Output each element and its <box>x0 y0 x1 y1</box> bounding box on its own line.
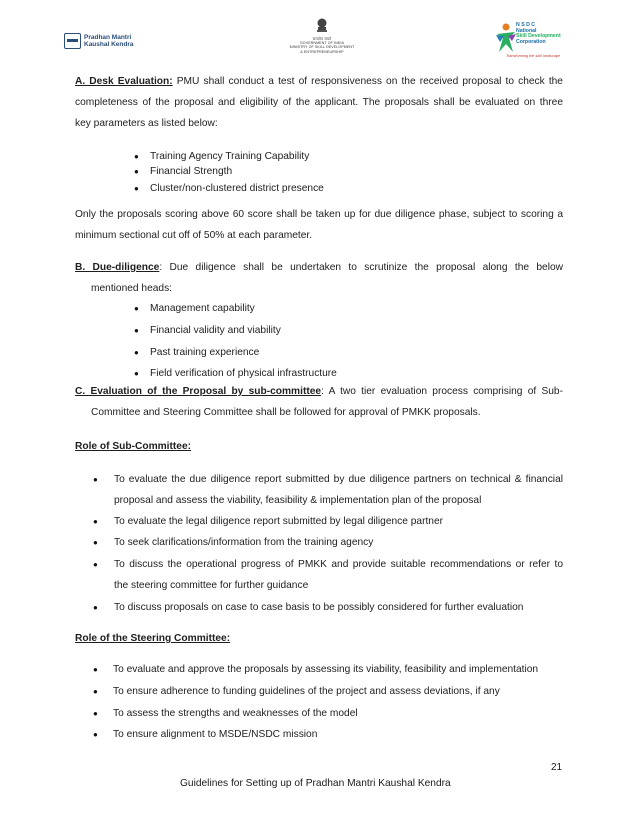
bullet-icon: ● <box>134 152 139 161</box>
list-item: To discuss the operational progress of PMKK and provide suitable recommendations or refer to <box>114 559 563 570</box>
list-item: Past training experience <box>150 347 260 358</box>
pmkk-logo-text: Pradhan Mantri Kaushal Kendra <box>84 34 134 48</box>
bullet-icon: ● <box>93 538 98 547</box>
list-item: To evaluate and approve the proposals by assessing its viability, feasibility and implementation <box>113 664 539 675</box>
section-a-line-1: A. Desk Evaluation: PMU shall conduct a test of responsiveness on the received proposal to check the <box>75 76 563 87</box>
section-b-line-1: B. Due-diligence: Due diligence shall be undertaken to scrutinize the proposal along the below <box>75 262 563 273</box>
bullet-icon: ● <box>134 369 139 378</box>
bullet-icon: ● <box>134 184 139 193</box>
list-item: Financial validity and viability <box>150 325 281 336</box>
bullet-icon: ● <box>134 304 139 313</box>
bullet-icon: ● <box>134 348 139 357</box>
section-b-heading: B. Due-diligence <box>75 262 160 273</box>
bullet-icon: ● <box>93 603 98 612</box>
list-item: To seek clarifications/information from the training agency <box>114 537 374 548</box>
national-emblem-icon <box>315 18 329 35</box>
section-a-after-line-2: minimum sectional cut off of 50% at each parameter. <box>75 230 313 241</box>
list-item-continuation: proposal and assess the viability, feasibility & implementation plan of the proposal <box>114 495 482 506</box>
steering-committee-heading: Role of the Steering Committee: <box>75 633 231 644</box>
list-item: To evaluate the legal diligence report submitted by legal diligence partner <box>114 516 444 527</box>
list-item: Financial Strength <box>150 166 233 177</box>
bullet-icon: ● <box>93 517 98 526</box>
list-item-continuation: the steering committee for further guidance <box>114 580 309 591</box>
list-item: Cluster/non-clustered district presence <box>150 183 324 194</box>
footer-text: Guidelines for Setting up of Pradhan Mantri Kaushal Kendra <box>180 778 451 789</box>
nsdc-figure-icon <box>494 22 518 56</box>
bullet-icon: ● <box>134 326 139 335</box>
list-item: To discuss proposals on case to case basis to be possibly considered for further evaluation <box>114 602 524 613</box>
bullet-icon: ● <box>93 475 98 484</box>
bullet-icon: ● <box>93 665 98 674</box>
nsdc-logo-text: N S D C National Skill Development Corporation <box>516 22 561 45</box>
list-item: To ensure adherence to funding guidelines of the project and assess deviations, if any <box>113 686 500 697</box>
nsdc-tagline: Transforming the skill landscape <box>506 54 561 58</box>
list-item: Management capability <box>150 303 255 314</box>
section-a-heading: A. Desk Evaluation: <box>75 76 173 87</box>
bullet-icon: ● <box>134 167 139 176</box>
pmkk-logo <box>64 33 134 49</box>
list-item: Training Agency Training Capability <box>150 151 310 162</box>
list-item: To evaluate the due diligence report submitted by due diligence partners on technical & financial <box>114 474 563 485</box>
section-c-line-1: C. Evaluation of the Proposal by sub-committee: A two tier evaluation process comprising of Sub- <box>75 386 563 397</box>
sub-committee-heading: Role of Sub-Committee: <box>75 441 192 452</box>
section-a-line-3: key parameters as listed below: <box>75 118 218 129</box>
nsdc-logo <box>494 20 578 64</box>
bullet-icon: ● <box>93 709 98 718</box>
government-emblem-logo: सत्यमेव जयते GOVERNMENT OF INDIA MINISTRY OF SKILL DEVELOPMENT & ENTREPRENEURSHIP <box>276 18 368 54</box>
section-c-heading: C. Evaluation of the Proposal by sub-committee <box>75 386 322 397</box>
page-number: 21 <box>551 762 563 773</box>
section-a-line-2: completeness of the proposal and eligibility of the applicant. The proposals shall be evaluated on three <box>75 97 563 108</box>
list-item: To assess the strengths and weaknesses of the model <box>113 708 358 719</box>
bullet-icon: ● <box>93 730 98 739</box>
section-a-after-line-1: Only the proposals scoring above 60 score shall be taken up for due diligence phase, subject to scoring a <box>75 209 563 220</box>
list-item: Field verification of physical infrastructure <box>150 368 337 379</box>
section-b-line-2: mentioned heads: <box>91 283 172 294</box>
bullet-icon: ● <box>93 560 98 569</box>
pmkk-logo-icon <box>64 33 81 49</box>
bullet-icon: ● <box>93 687 98 696</box>
section-c-line-2: Committee and Steering Committee shall be followed for approval of PMKK proposals. <box>91 407 481 418</box>
list-item: To ensure alignment to MSDE/NSDC mission <box>113 729 318 740</box>
